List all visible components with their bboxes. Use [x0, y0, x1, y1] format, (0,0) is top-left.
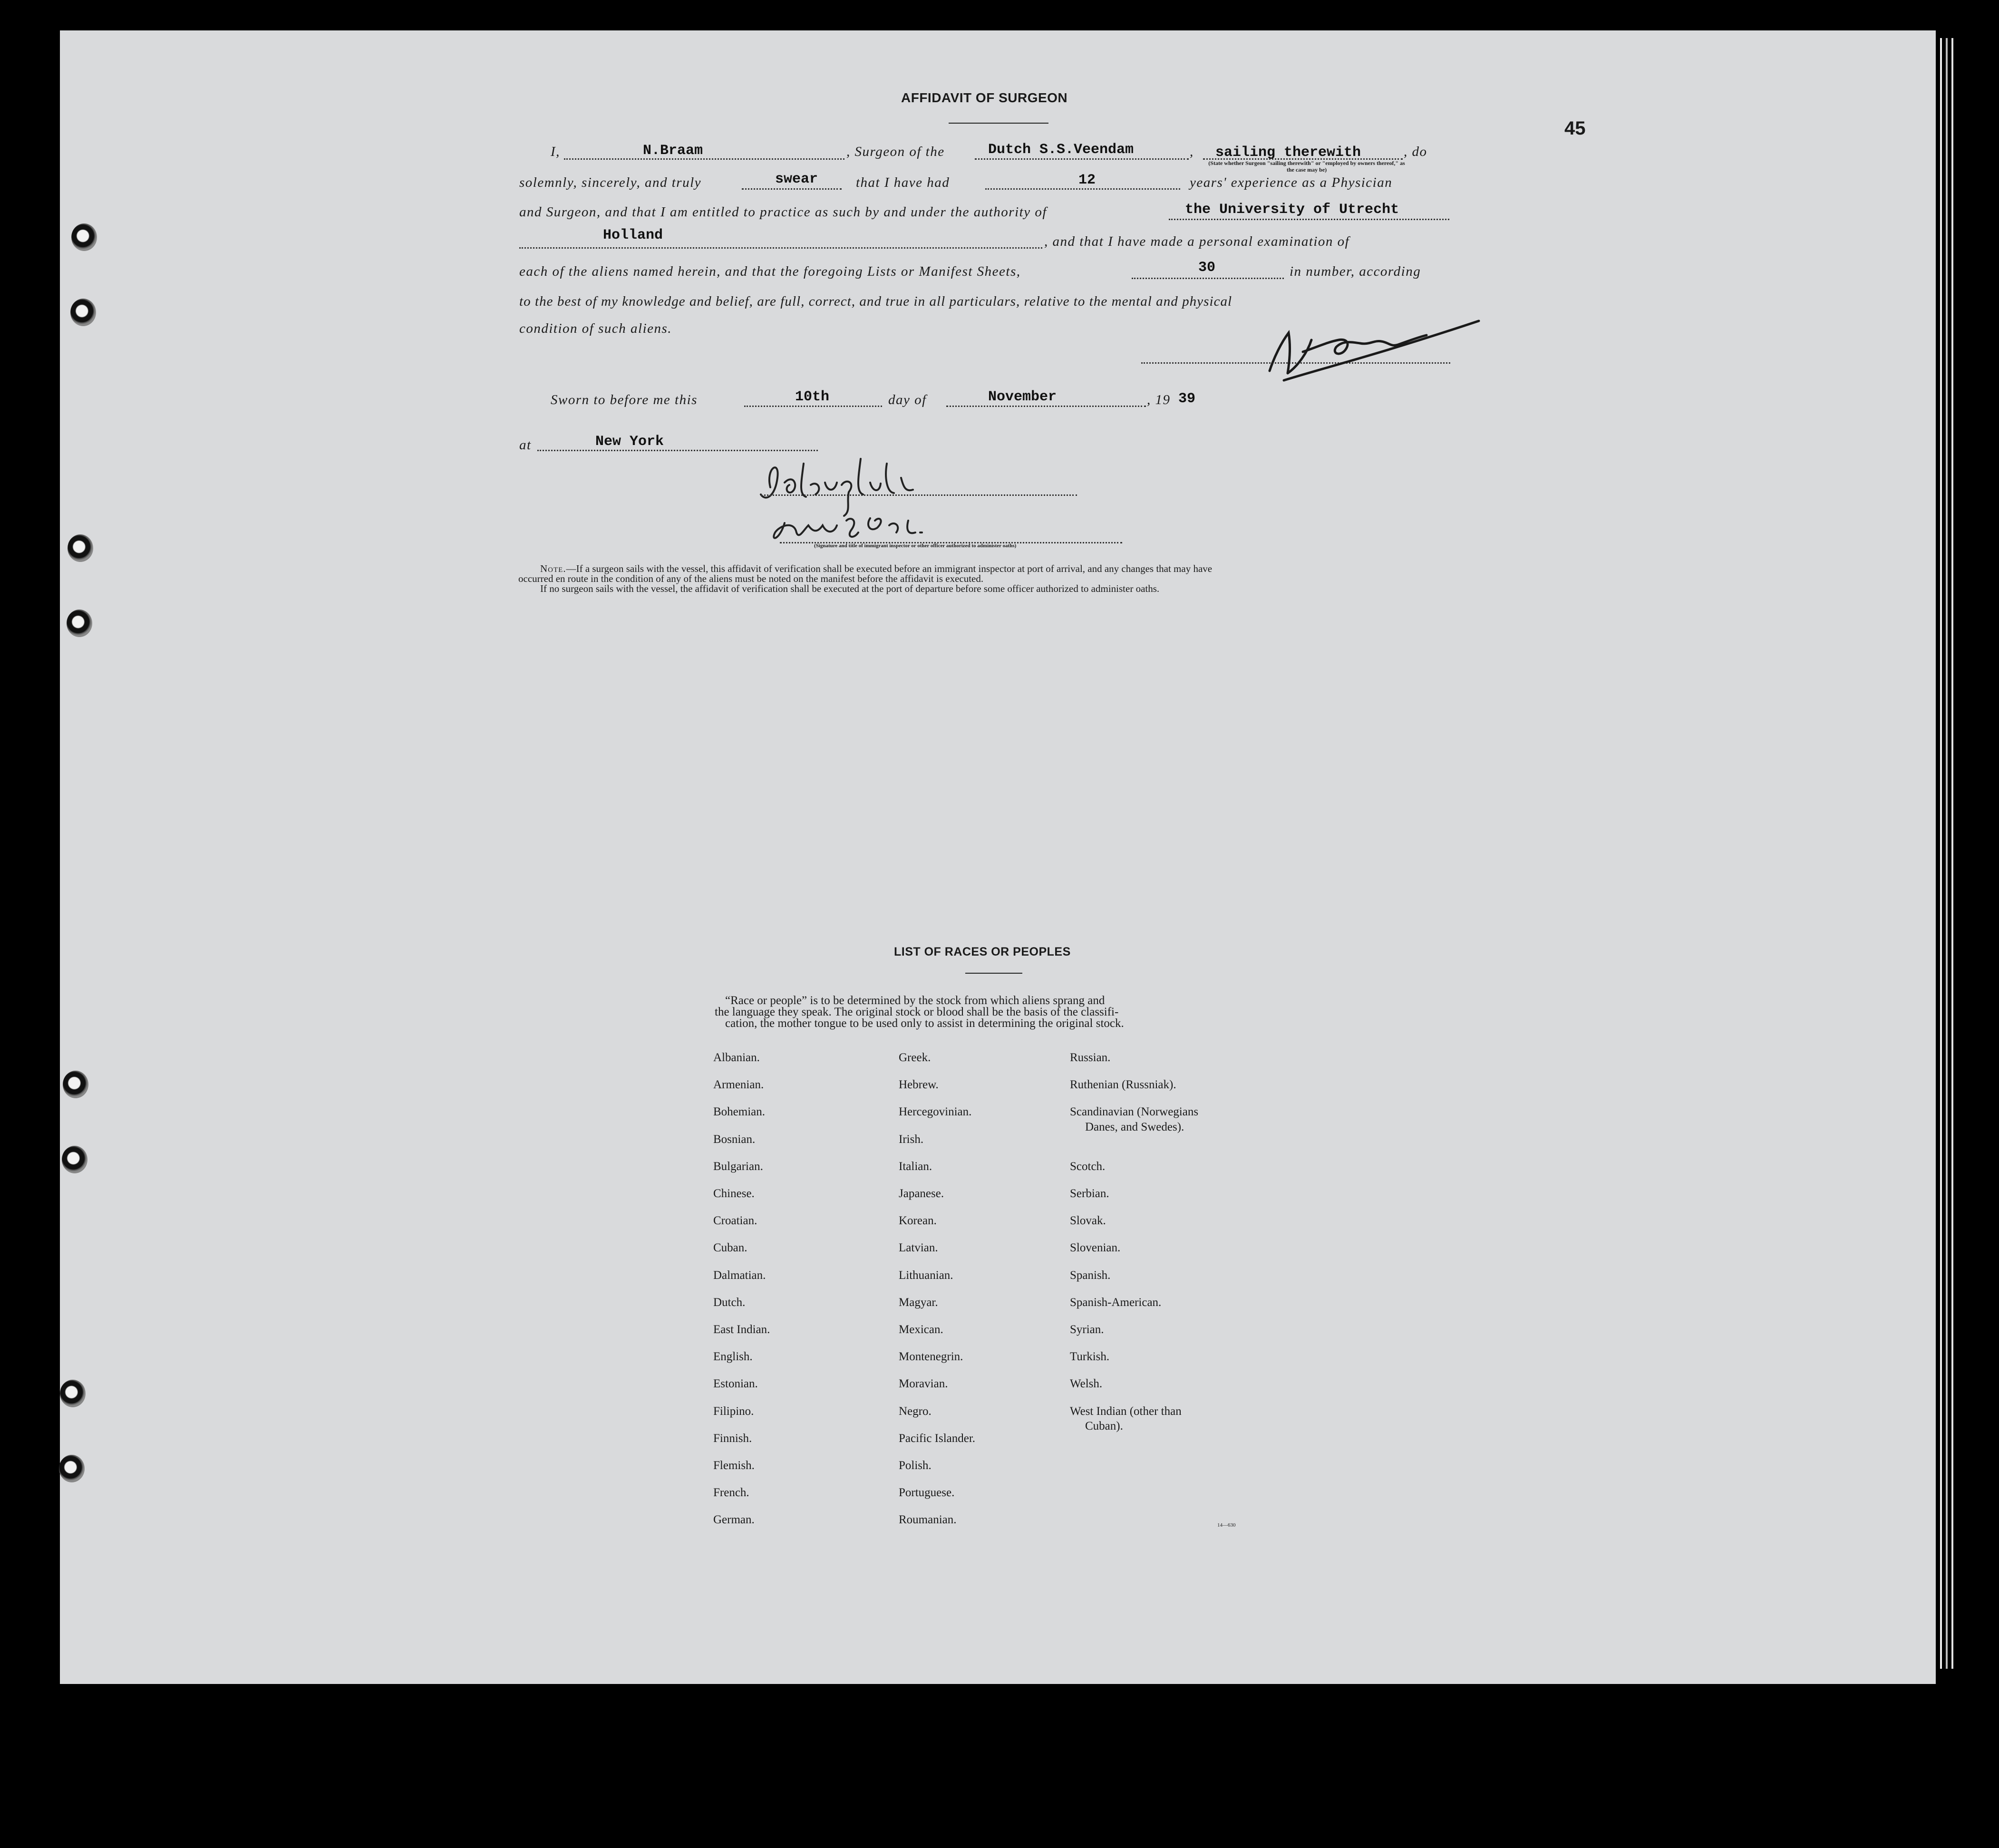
- race-item: Negro.: [899, 1404, 932, 1418]
- race-item: Bohemian.: [713, 1105, 766, 1119]
- years-count: 12: [1078, 172, 1096, 188]
- race-item: Portuguese.: [899, 1486, 955, 1500]
- race-item: Cuban).: [1085, 1420, 1123, 1433]
- inspector-signature-caption: (Signature and title of immigrant inspector or other officer authorized to administer oaths): [814, 543, 1017, 549]
- race-item: Latvian.: [899, 1241, 938, 1255]
- race-item: Pacific Islander.: [899, 1432, 976, 1445]
- oath-line: [742, 188, 842, 190]
- race-item: Hebrew.: [899, 1078, 939, 1092]
- race-item: Ruthenian (Russniak).: [1070, 1078, 1176, 1092]
- form-code: 14—630: [1217, 1522, 1236, 1528]
- note-text-1: —If a surgeon sails with the vessel, this affidavit of verification shall be executed before an immigrant inspector at port of arrival, and any changes that may have: [566, 563, 1213, 574]
- page-edge: [1940, 38, 1942, 1669]
- sworn-century: , 19: [1147, 392, 1171, 407]
- races-intro-3: cation, the mother tongue to be used only to assist in determining the original stock.: [725, 1017, 1124, 1030]
- race-item: Spanish-American.: [1070, 1296, 1162, 1309]
- sworn-month-line: [946, 406, 1146, 407]
- binder-hole: [59, 1455, 85, 1482]
- line1-do: , do: [1404, 144, 1427, 159]
- race-item: Dutch.: [713, 1296, 746, 1309]
- race-item: Croatian.: [713, 1214, 757, 1228]
- authority-1: the University of Utrecht: [1185, 202, 1399, 218]
- race-item: Dalmatian.: [713, 1268, 766, 1282]
- race-item: English.: [713, 1350, 753, 1364]
- surgeon-name-line: [564, 158, 844, 160]
- vessel-name: Dutch S.S.Veendam: [988, 142, 1134, 158]
- page-edge: [1946, 38, 1948, 1669]
- race-item: Slovak.: [1070, 1214, 1106, 1228]
- sworn-day-line: [744, 406, 882, 407]
- line1-surgeon-of: , Surgeon of the: [846, 144, 945, 159]
- race-item: Spanish.: [1070, 1268, 1111, 1282]
- line1-i: I,: [551, 144, 560, 159]
- line2-experience: years' experience as a Physician: [1190, 175, 1393, 190]
- line1-comma: ,: [1190, 144, 1194, 159]
- binder-hole: [62, 1146, 87, 1173]
- oath-word: swear: [775, 171, 818, 187]
- race-item: Danes, and Swedes).: [1085, 1120, 1184, 1133]
- race-item: Flemish.: [713, 1459, 755, 1472]
- title-rule: [949, 123, 1048, 124]
- sworn-label: Sworn to before me this: [551, 392, 698, 407]
- race-item: Magyar.: [899, 1296, 938, 1309]
- race-item: Montenegrin.: [899, 1350, 963, 1364]
- page-number: 45: [1564, 118, 1586, 139]
- binder-hole: [68, 534, 93, 562]
- inspector-signature: [751, 449, 1084, 549]
- surgeon-name: N.Braam: [643, 143, 703, 159]
- races-title: LIST OF RACES OR PEOPLES: [894, 945, 1071, 958]
- race-item: Hercegovinian.: [899, 1105, 972, 1119]
- race-item: Turkish.: [1070, 1350, 1110, 1364]
- page-edge: [1951, 38, 1953, 1669]
- race-item: Cuban.: [713, 1241, 747, 1255]
- race-item: Mexican.: [899, 1323, 943, 1336]
- years-line: [985, 188, 1180, 190]
- races-intro-2: the language they speak. The original stock or blood shall be the basis of the classifi-: [715, 1006, 1119, 1018]
- note-block: [518, 564, 1212, 594]
- races-title-rule: [965, 973, 1022, 974]
- affidavit-title: AFFIDAVIT OF SURGEON: [901, 90, 1068, 105]
- race-item: Greek.: [899, 1051, 931, 1064]
- line5-number: in number, according: [1290, 264, 1421, 279]
- line5-aliens: each of the aliens named herein, and that the foregoing Lists or Manifest Sheets,: [519, 264, 1021, 279]
- surgeon-signature: [1255, 314, 1484, 385]
- binder-hole: [63, 1071, 88, 1098]
- line4-examination: , and that I have made a personal examination of: [1044, 234, 1350, 249]
- line3-authority: and Surgeon, and that I am entitled to practice as such by and under the authority of: [519, 204, 1047, 220]
- line2-solemnly: solemnly, sincerely, and truly: [519, 175, 702, 190]
- race-item: Korean.: [899, 1214, 937, 1228]
- race-item: Italian.: [899, 1160, 932, 1173]
- race-item: Roumanian.: [899, 1513, 957, 1527]
- race-item: Lithuanian.: [899, 1268, 953, 1282]
- sworn-month: November: [988, 389, 1057, 405]
- sheet-count: 30: [1198, 260, 1216, 276]
- inspector-signature-line-1: [761, 494, 1077, 496]
- sworn-day: 10th: [795, 389, 830, 405]
- race-item: Scotch.: [1070, 1160, 1106, 1173]
- race-item: Armenian.: [713, 1078, 764, 1092]
- sailing-status: sailing therewith: [1215, 145, 1361, 161]
- race-item: Slovenian.: [1070, 1241, 1121, 1255]
- race-item: German.: [713, 1513, 755, 1527]
- race-item: Welsh.: [1070, 1377, 1103, 1391]
- binder-hole: [60, 1380, 86, 1407]
- line2-had: that I have had: [856, 175, 950, 190]
- line6-knowledge: to the best of my knowledge and belief, are full, correct, and true in all particulars, relative to the mental and physical: [519, 294, 1232, 309]
- note-text-2: occurred en route in the condition of any of the aliens must be noted on the manifest before the affidavit is executed.: [518, 573, 984, 584]
- race-item: Finnish.: [713, 1432, 752, 1445]
- race-item: Serbian.: [1070, 1187, 1109, 1200]
- line7-condition: condition of such aliens.: [519, 321, 672, 336]
- binder-hole: [70, 299, 96, 326]
- race-item: Bulgarian.: [713, 1160, 763, 1173]
- race-item: French.: [713, 1486, 749, 1500]
- authority-line: [1169, 219, 1449, 220]
- race-item: Albanian.: [713, 1051, 760, 1064]
- race-item: West Indian (other than: [1070, 1404, 1182, 1418]
- race-item: Moravian.: [899, 1377, 948, 1391]
- place: New York: [595, 434, 664, 450]
- binder-hole: [71, 223, 97, 251]
- races-intro-1: “Race or people” is to be determined by the stock from which aliens sprang and: [725, 994, 1105, 1007]
- race-item: Chinese.: [713, 1187, 755, 1200]
- sheets-line: [1132, 278, 1284, 279]
- authority-line-2: [519, 247, 1042, 249]
- race-item: Syrian.: [1070, 1323, 1104, 1336]
- race-item: Bosnian.: [713, 1132, 756, 1146]
- at-label: at: [519, 437, 532, 453]
- race-item: Irish.: [899, 1132, 924, 1146]
- note-label: Note.: [540, 563, 566, 574]
- race-item: Polish.: [899, 1459, 932, 1472]
- race-item: Russian.: [1070, 1051, 1111, 1064]
- sworn-day-of: day of: [888, 392, 927, 407]
- sworn-year: 39: [1178, 391, 1196, 407]
- sailing-instruction: (State whether Surgeon "sailing therewith" or "employed by owners thereof," as the case may be): [1208, 160, 1405, 173]
- race-item: Filipino.: [713, 1404, 754, 1418]
- race-item: Japanese.: [899, 1187, 944, 1200]
- race-item: Scandinavian (Norwegians: [1070, 1105, 1199, 1119]
- race-item: East Indian.: [713, 1323, 770, 1336]
- note-text-3: If no surgeon sails with the vessel, the affidavit of verification shall be executed at the port of departure before some officer authorized to administer oaths.: [540, 583, 1160, 594]
- race-item: Estonian.: [713, 1377, 758, 1391]
- races-intro: [715, 995, 1257, 1029]
- vessel-line: [975, 158, 1189, 160]
- binder-hole: [67, 610, 92, 637]
- authority-2: Holland: [603, 227, 663, 243]
